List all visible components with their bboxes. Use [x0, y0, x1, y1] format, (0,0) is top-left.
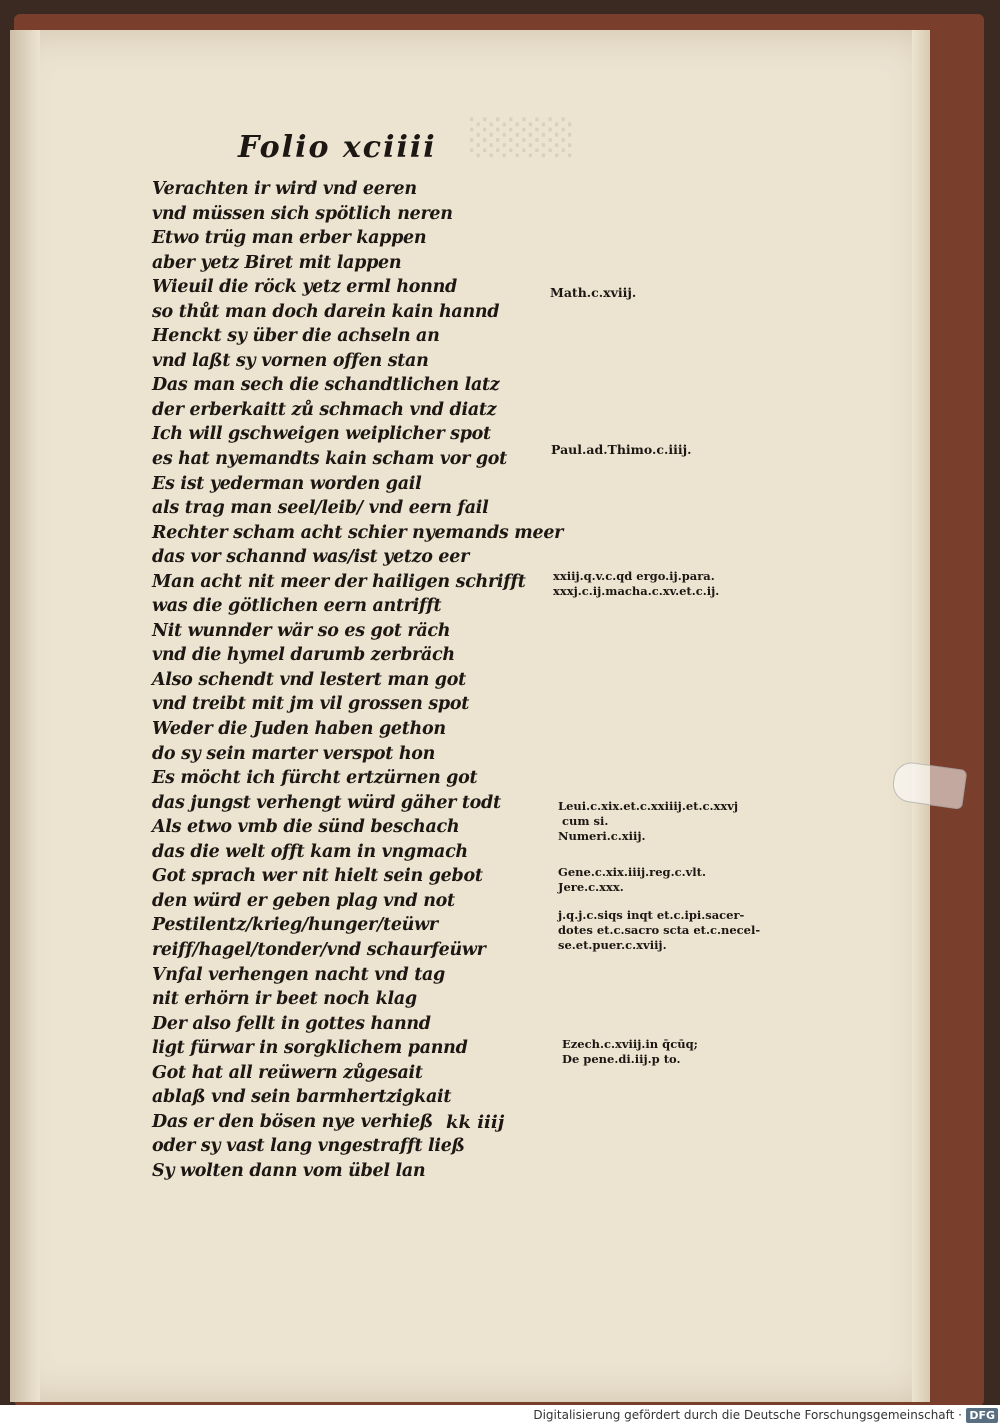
verse-line: nit erhörn ir beet noch klag [152, 989, 417, 1010]
verse-line: das die welt offt kam in vngmach [152, 841, 468, 862]
verse-line: Das er den bösen nye verhieß [152, 1111, 433, 1132]
verse-line: reiff/hagel/tonder/vnd schaurfeüwr [152, 939, 486, 960]
verse-line: Got hat all reüwern zůgesait [152, 1062, 423, 1083]
verse-line: ligt fürwar in sorgklichem pannd [152, 1038, 468, 1059]
bleed-through-text: ░░░░ [470, 118, 575, 158]
verse-line: Vnfal verhengen nacht vnd tag [152, 964, 445, 985]
verse-line: Es möcht ich fürcht ertzürnen got [152, 768, 478, 789]
margin-note-line: Paul.ad.Thimo.c.iiij. [551, 442, 692, 457]
margin-note-line: Ezech.c.xviij.in q̄cūq; [562, 1037, 698, 1051]
verse-line: ablaß vnd sein barmhertzigkait [152, 1087, 452, 1108]
funding-credit: Digitalisierung gefördert durch die Deutsche Forschungsgemeinschaft · [533, 1408, 962, 1422]
margin-note-line: se.et.puer.c.xviij. [558, 938, 667, 952]
margin-note-line: xxxj.c.ij.macha.c.xv.et.c.ij. [553, 584, 720, 598]
verse-line: Das man sech die schandtlichen latz [152, 375, 500, 396]
verse-column [152, 177, 563, 1183]
page-gutter-shadow [10, 30, 40, 1402]
verse-line: Wieuil die röck yetz erml honnd [152, 277, 457, 298]
verse-line: vnd treibt mit jm vil grossen spot [152, 694, 469, 715]
verse-line: Verachten ir wird vnd eeren [152, 179, 417, 199]
verse-line: Der also fellt in gottes hannd [152, 1013, 431, 1034]
verse-line: der erberkaitt zů schmach vnd diatz [152, 399, 497, 420]
margin-note-line: Numeri.c.xiij. [558, 829, 646, 843]
verse-line: Nit wunnder wär so es got räch [152, 620, 451, 641]
verse-line: als trag man seel/leib/ vnd eern fail [152, 498, 489, 519]
verse-line: Also schendt vnd lestert man got [152, 669, 466, 690]
margin-note-line: Math.c.xviij. [550, 285, 637, 300]
verse-line: Weder die Juden haben gethon [152, 719, 446, 740]
signature-mark: kk iiij [446, 1112, 505, 1133]
margin-note [550, 285, 636, 300]
page-right-edge [912, 30, 930, 1402]
verse-line: vnd müssen sich spötlich neren [152, 203, 453, 224]
verse-line: so thůt man doch darein kain hannd [152, 301, 500, 322]
margin-note-line: De pene.di.iij.p to. [562, 1052, 681, 1066]
margin-note [553, 569, 719, 599]
verse-line: Etwo trüg man erber kappen [152, 228, 427, 249]
verse-line: Als etwo vmb die sünd beschach [152, 817, 460, 838]
verse-line: den würd er geben plag vnd not [152, 890, 455, 911]
margin-note [562, 1037, 698, 1067]
margin-note-line: Gene.c.xix.iiij.reg.c.vlt. [558, 865, 706, 879]
verse-line: Henckt sy über die achseln an [152, 326, 440, 347]
verse-line: es hat nyemandts kain scham vor got [152, 449, 507, 470]
verse-line: Got sprach wer nit hielt sein gebot [152, 866, 483, 887]
verse-line: Pestilentz/krieg/hunger/teüwr [152, 915, 438, 936]
margin-note-line: Leui.c.xix.et.c.xxiiij.et.c.xxvj [558, 799, 739, 813]
verse-line: aber yetz Biret mit lappen [152, 252, 402, 273]
margin-note-line: xxiij.q.v.c.qd ergo.ij.para. [553, 569, 715, 583]
verse-line: Man acht nit meer der hailigen schrifft [152, 571, 526, 592]
verse-line: vnd die hymel darumb zerbräch [152, 645, 455, 666]
margin-note [558, 908, 760, 953]
verse-line: Es ist yederman worden gail [152, 473, 422, 494]
margin-note-line: dotes et.c.sacro scta et.c.necel- [558, 923, 761, 937]
verse-line: Rechter scham acht schier nyemands meer [152, 522, 564, 543]
margin-note-line: j.q.j.c.siqs inqt et.c.ipi.sacer- [558, 908, 745, 922]
margin-note [551, 442, 691, 457]
margin-note-line: Jere.c.xxx. [558, 880, 624, 894]
verse-line: vnd laßt sy vornen offen stan [152, 350, 429, 371]
verse-line: do sy sein marter verspot hon [152, 743, 436, 764]
verse-line: Sy wolten dann vom übel lan [152, 1160, 426, 1181]
verse-line: das jungst verhengt würd gäher todt [152, 792, 501, 813]
verse-line: was die götlichen eern antrifft [152, 596, 442, 617]
footer-bar [0, 1405, 1000, 1427]
margin-note-line: cum si. [562, 814, 609, 828]
verse-line: oder sy vast lang vngestrafft ließ [152, 1136, 465, 1157]
dfg-logo-icon: DFG [966, 1408, 998, 1423]
verse-line: Ich will gschweigen weiplicher spot [152, 424, 491, 445]
margin-note [558, 865, 706, 895]
folio-header: Folio xciiii [238, 130, 437, 165]
verse-line: das vor schannd was/ist yetzo eer [152, 547, 470, 568]
margin-note [558, 799, 738, 844]
